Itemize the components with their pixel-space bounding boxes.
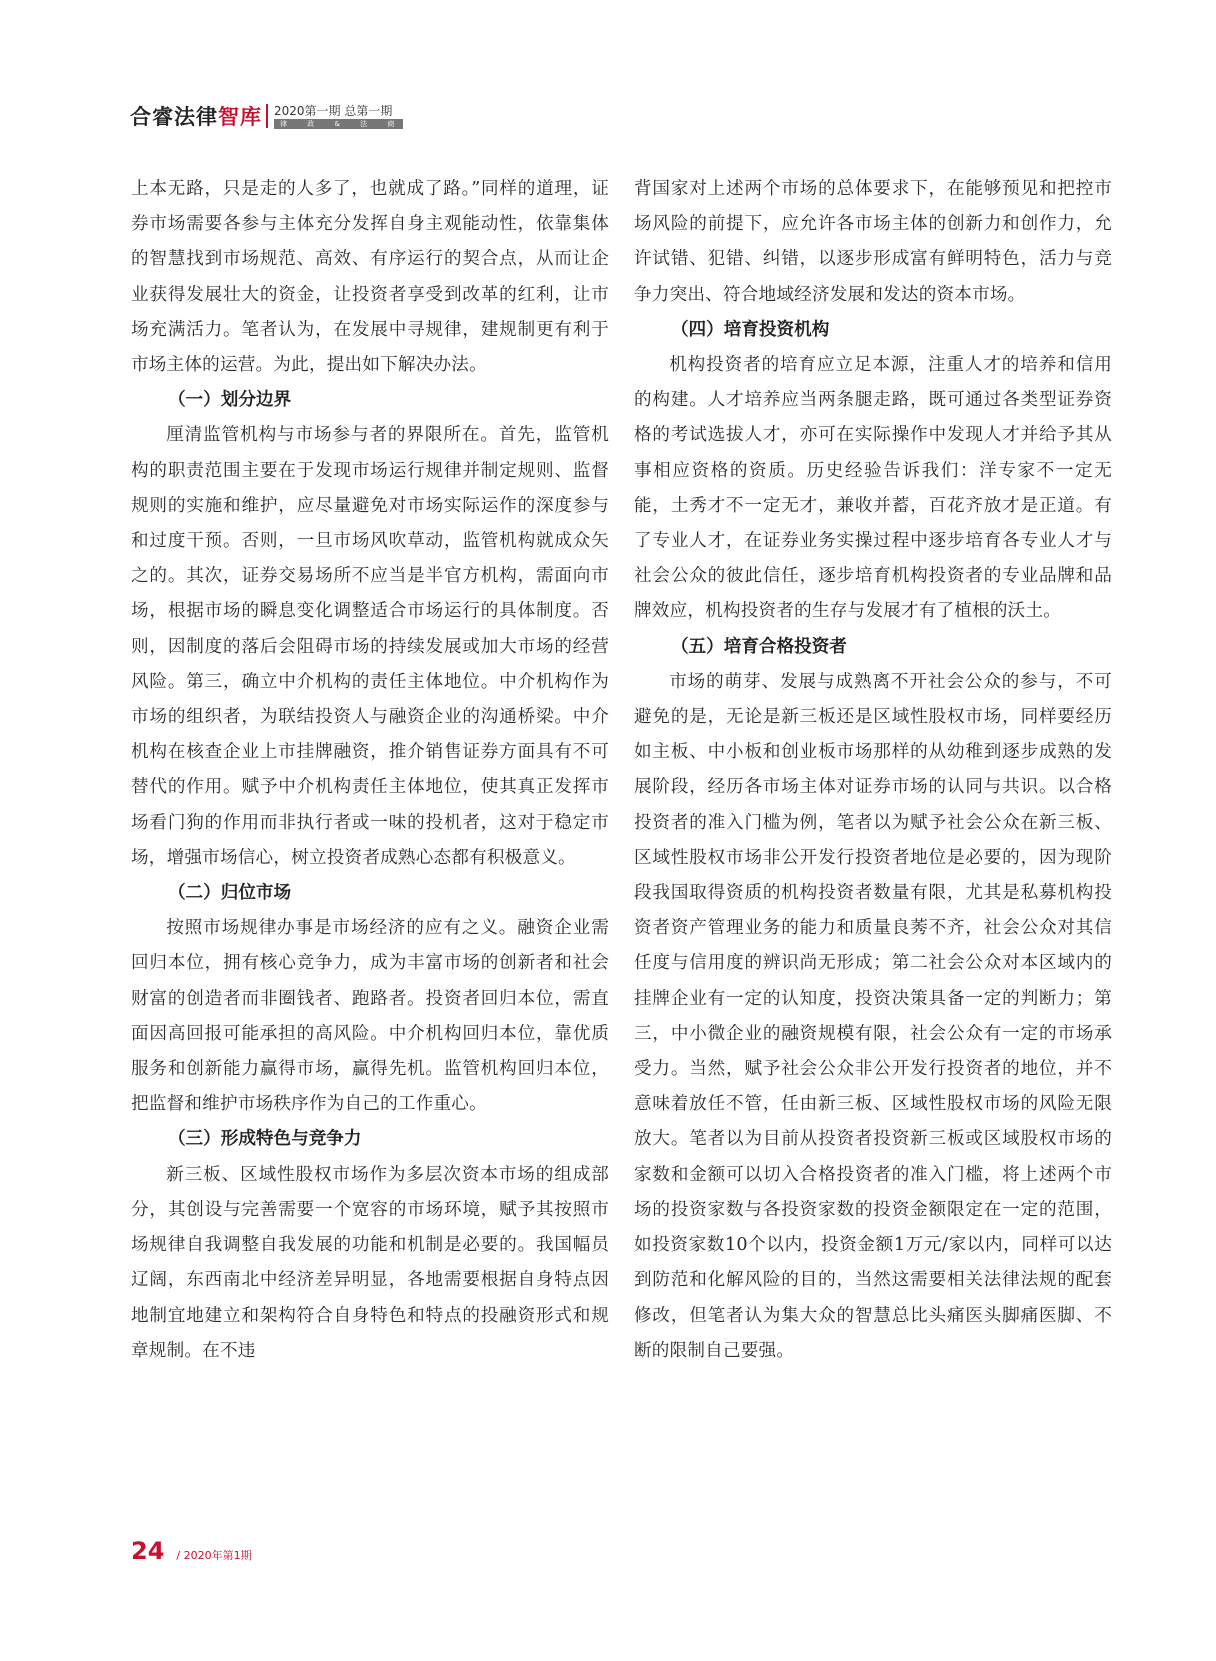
section-heading: （三）形成特色与竞争力: [167, 1129, 362, 1150]
section-heading: （四）培育投资机构: [670, 319, 830, 340]
paragraph: 上本无路，只是走的人多了，也就成了路。”同样的道理，证券市场需要各参与主体充分发挥自身主观能动性，依靠集体的智慧找到市场规范、高效、有序运行的契合点，从而让企业获得发展壮大的资金，让投资者享受到改革的红利，让市场充满活力。笔者认为，在发展中寻规律，建规制更有利于市场主体的运营。为此，提出如下解决办法。: [131, 179, 609, 376]
paragraph: 新三板、区域性股权市场作为多层次资本市场的组成部分，其创设与完善需要一个宽容的市场环境，赋予其按照市场规律自我调整自我发展的功能和机制是必要的。我国幅员辽阔，东西南北中经济差异明显，各地需要根据自身特点因地制宜地建立和架构符合自身特色和特点的投融资形式和规章规制。在不违: [131, 1164, 609, 1361]
masthead: [130, 101, 403, 131]
page-number: 24: [131, 1537, 165, 1565]
brand-logo: [130, 101, 262, 131]
issue-subtitle: 律 政 & 法 商: [274, 119, 403, 129]
section-heading: （一）划分边界: [167, 390, 292, 411]
paragraph: 厘清监管机构与市场参与者的界限所在。首先，监管机构的职责范围主要在于发现市场运行规律并制定规则、监督规则的实施和维护，应尽量避免对市场实际运作的深度参与和过度干预。否则，一旦市场风吹草动，监管机构就成众矢之的。其次，证券交易场所不应当是半官方机构，需面向市场，根据市场的瞬息变化调整适合市场运行的具体制度。否则，因制度的落后会阻碍市场的持续发展或加大市场的经营风险。第三，确立中介机构的责任主体地位。中介机构作为市场的组织者，为联结投资人与融资企业的沟通桥梁。中介机构在核查企业上市挂牌融资，推介销售证券方面具有不可替代的作用。赋予中介机构责任主体地位，使其真正发挥市场看门狗的作用而非执行者或一味的投机者，这对于稳定市场，增强市场信心，树立投资者成熟心态都有积极意义。: [131, 425, 609, 868]
paragraph: 市场的萌芽、发展与成熟离不开社会公众的参与，不可避免的是，无论是新三板还是区域性股权市场，同样要经历如主板、中小板和创业板市场那样的从幼稚到逐步成熟的发展阶段，经历各市场主体对证券市场的认同与共识。以合格投资者的准入门槛为例，笔者以为赋予社会公众在新三板、区域性股权市场非公开发行投资者地位是必要的，因为现阶段我国取得资质的机构投资者数量有限，尤其是私募机构投资者资产管理业务的能力和质量良莠不齐，社会公众对其信任度与信用度的辨识尚无形成；第二社会公众对本区域内的挂牌企业有一定的认知度，投资决策具备一定的判断力；第三，中小微企业的融资规模有限，社会公众有一定的市场承受力。当然，赋予社会公众非公开发行投资者的地位，并不意味着放任不管，任由新三板、区域性股权市场的风险无限放大。笔者以为目前从投资者投资新三板或区域股权市场的家数和金额可以切入合格投资者的准入门槛，将上述两个市场的投资家数与各投资家数的投资金额限定在一定的范围，如投资家数10个以内，投资金额1万元/家以内，同样可以达到防范和化解风险的目的，当然这需要相关法律法规的配套修改，但笔者认为集大众的智慧总比头痛医头脚痛医脚、不断的限制自己要强。: [634, 671, 1112, 1361]
left-column: [131, 172, 609, 1369]
issue-info: [274, 104, 403, 129]
page-footer: [131, 1537, 252, 1565]
paragraph: 背国家对上述两个市场的总体要求下，在能够预见和把控市场风险的前提下，应允许各市场主体的创新力和创作力，允许试错、犯错、纠错，以逐步形成富有鲜明特色，活力与竞争力突出、符合地域经济发展和发达的资本市场。: [634, 179, 1112, 305]
section-heading: （五）培育合格投资者: [670, 636, 847, 657]
right-column: [634, 172, 1112, 1369]
issue-label: 2020第一期 总第一期: [274, 103, 393, 118]
paragraph: 按照市场规律办事是市场经济的应有之义。融资企业需回归本位，拥有核心竞争力，成为丰富市场的创新者和社会财富的创造者而非圈钱者、跑路者。投资者回归本位，需直面因高回报可能承担的高风险。中介机构回归本位，靠优质服务和创新能力赢得市场，赢得先机。监管机构回归本位，把监督和维护市场秩序作为自己的工作重心。: [131, 918, 609, 1115]
brand-accent: 智库: [218, 105, 262, 129]
brand-main: 合睿法律: [130, 105, 218, 129]
section-heading: （二）归位市场: [167, 883, 292, 904]
paragraph: 机构投资者的培育应立足本源，注重人才的培养和信用的构建。人才培养应当两条腿走路，既可通过各类型证券资格的考试选拔人才，亦可在实际操作中发现人才并给予其从事相应资格的资质。历史经验告诉我们：洋专家不一定无能，土秀才不一定无才，兼收并蓄，百花齐放才是正道。有了专业人才，在证券业务实操过程中逐步培育各专业人才与社会公众的彼此信任，逐步培育机构投资者的专业品牌和品牌效应，机构投资者的生存与发展才有了植根的沃土。: [634, 355, 1112, 622]
masthead-divider: [266, 104, 268, 128]
footer-issue: / 2020年第1期: [176, 1549, 252, 1562]
